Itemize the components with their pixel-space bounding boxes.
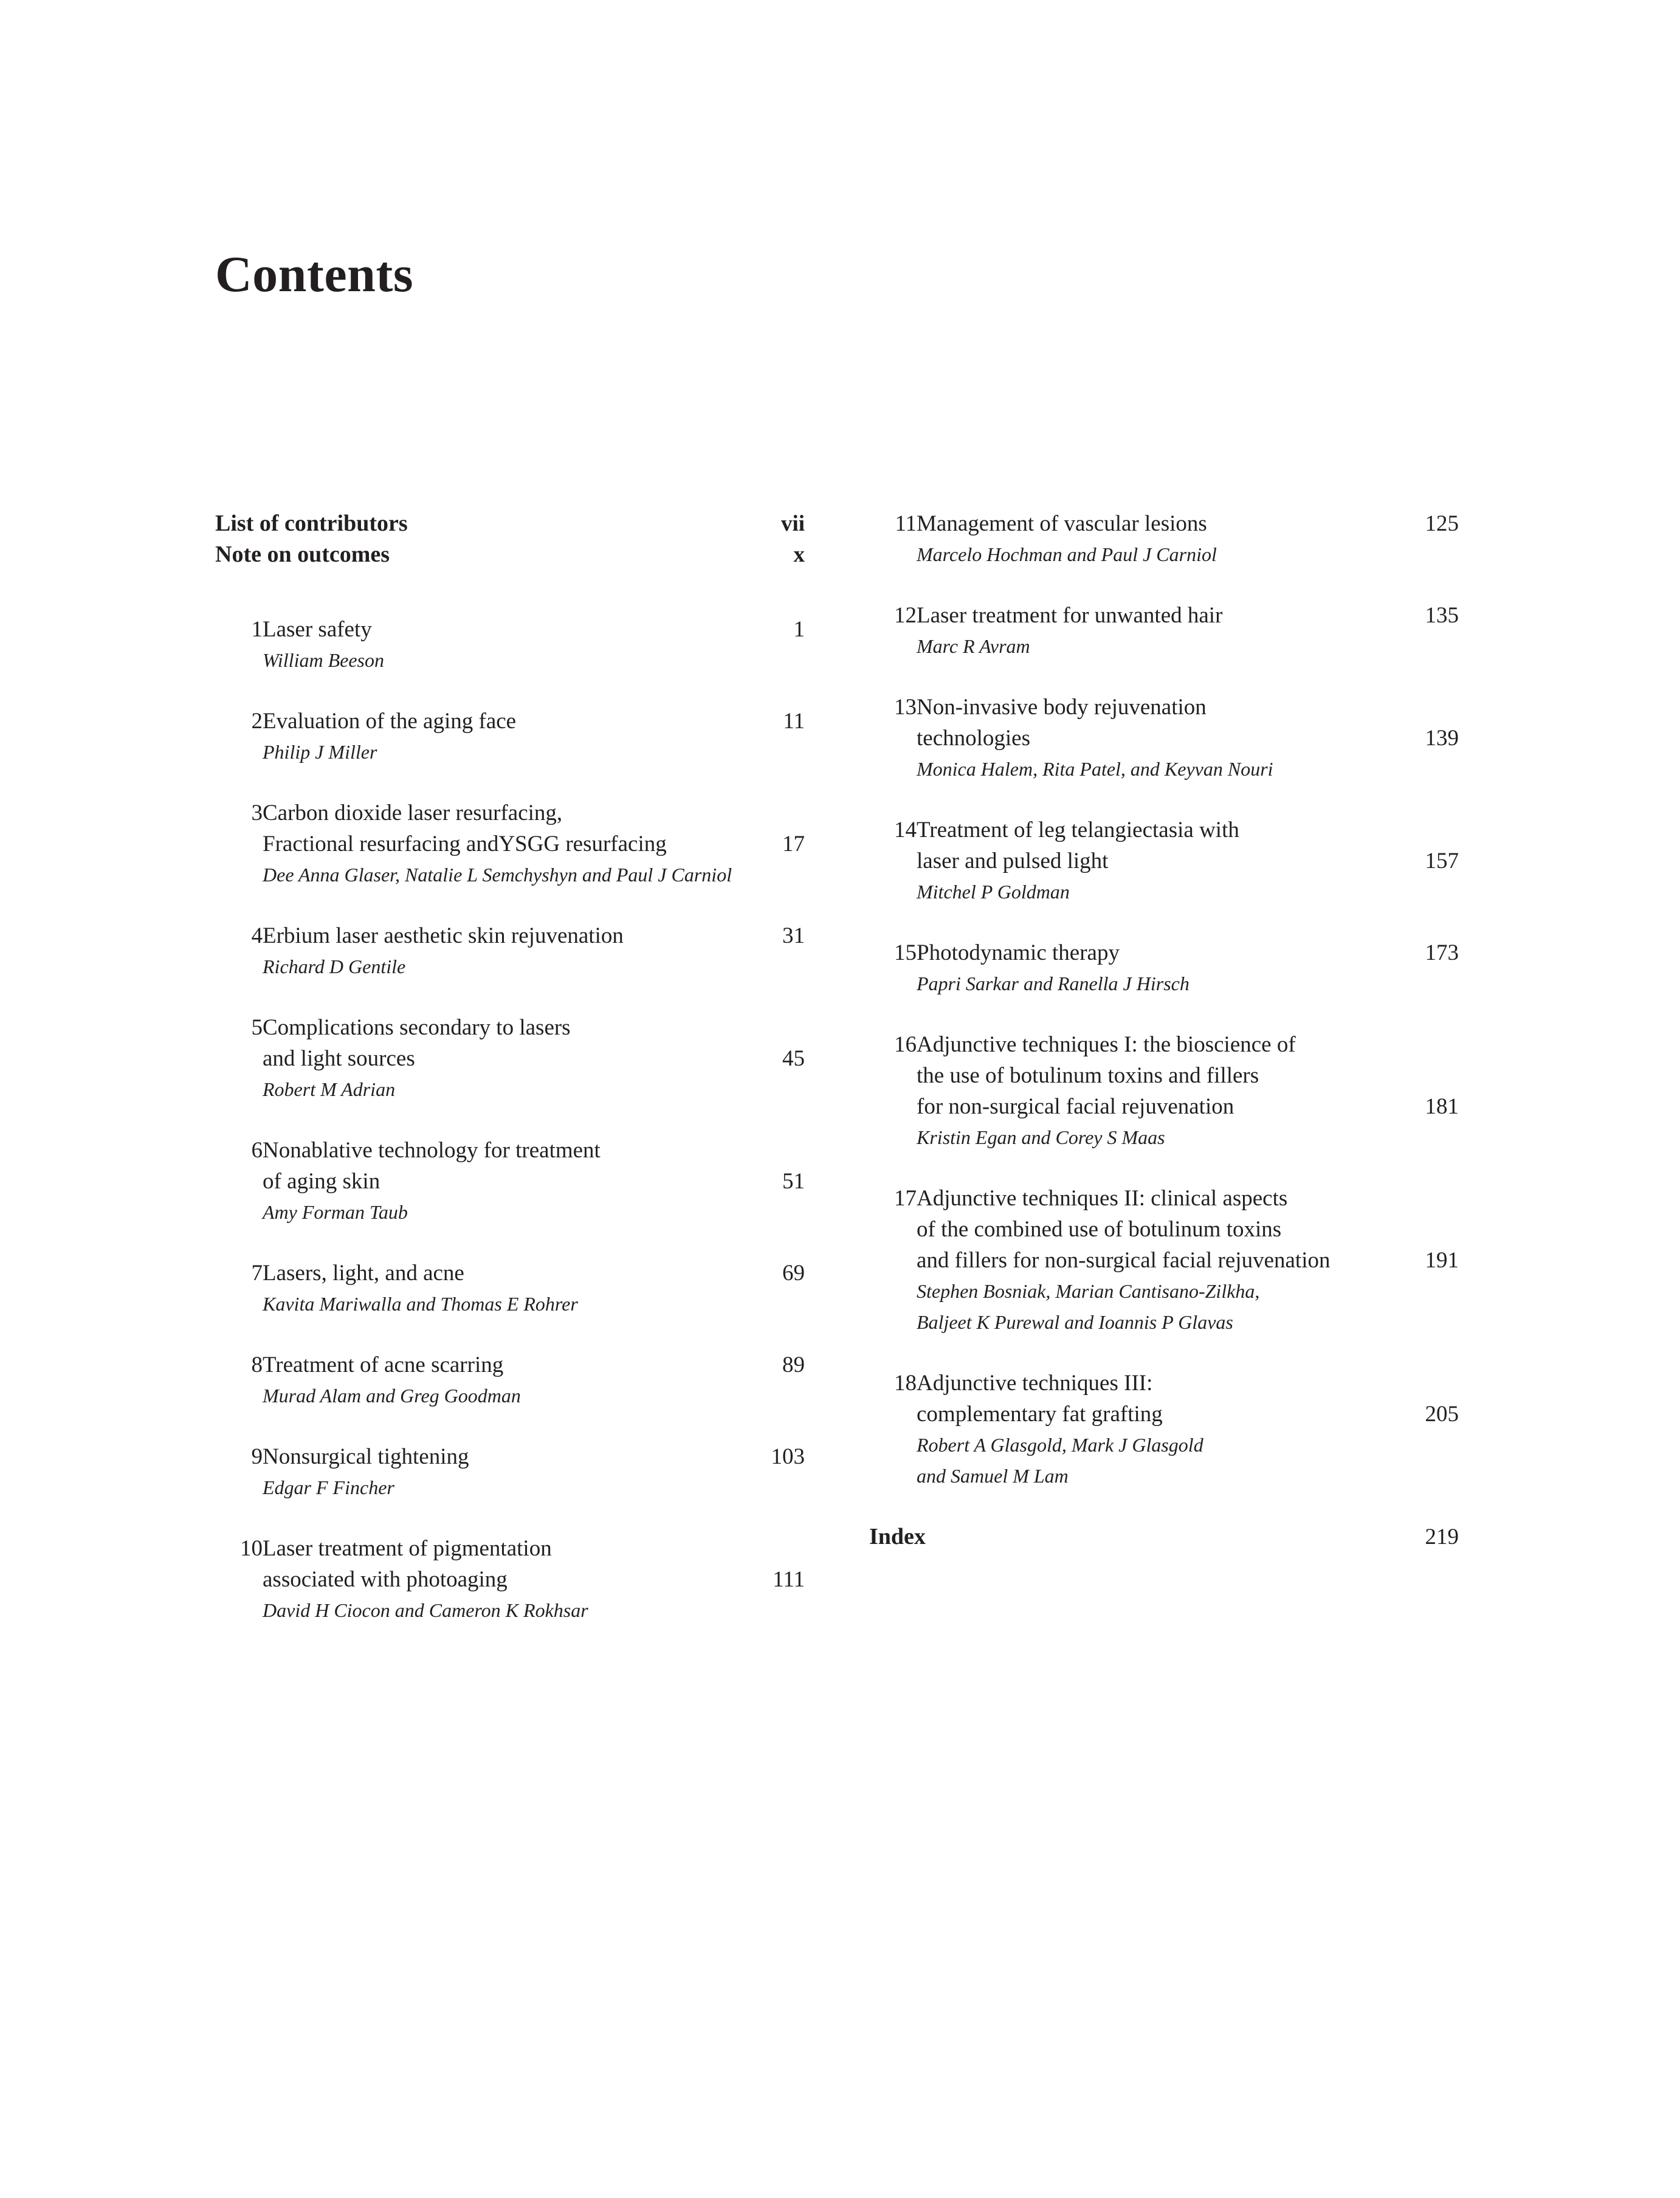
- chapter-title-line: Adjunctive techniques III:: [917, 1371, 1153, 1396]
- chapter-number: 3: [251, 801, 263, 825]
- toc-entry-chapter-16[interactable]: [869, 1029, 1459, 1153]
- toc-entry-chapter-3[interactable]: [215, 798, 805, 891]
- page-number: 173: [1425, 940, 1459, 965]
- chapter-title-line: Evaluation of the aging face: [263, 709, 517, 734]
- chapter-title-line: Adjunctive techniques II: clinical aspects: [917, 1186, 1288, 1211]
- page-number: 69: [782, 1261, 805, 1286]
- chapter-number: 14: [894, 818, 917, 842]
- chapter-number: 8: [251, 1352, 263, 1377]
- chapter-title-line: Nonablative technology for treatment: [263, 1138, 601, 1163]
- page-number: 125: [1425, 511, 1459, 536]
- chapter-title-line: and fillers for non-surgical facial rejuvenation: [917, 1248, 1331, 1273]
- toc-entry-chapter-5[interactable]: [215, 1012, 805, 1105]
- page-number: 191: [1425, 1248, 1459, 1273]
- chapter-number: 18: [894, 1371, 917, 1396]
- toc-entry-chapter-7[interactable]: [215, 1258, 805, 1320]
- chapter-authors: David H Ciocon and Cameron K Rokhsar: [263, 1599, 588, 1621]
- toc-entry-chapter-6[interactable]: [215, 1135, 805, 1228]
- chapter-authors: Kristin Egan and Corey S Maas: [917, 1126, 1165, 1148]
- page-title: Contents: [215, 246, 414, 303]
- chapter-authors: Murad Alam and Greg Goodman: [263, 1385, 521, 1407]
- chapter-number: 11: [895, 511, 917, 536]
- toc-entry-chapter-11[interactable]: [869, 508, 1459, 570]
- toc-entry-chapter-1[interactable]: [215, 614, 805, 676]
- chapter-title-line: Laser treatment of pigmentation: [263, 1536, 552, 1561]
- chapter-title-line: technologies: [917, 726, 1031, 751]
- toc-entry-chapter-4[interactable]: [215, 920, 805, 982]
- chapter-title-line: Laser safety: [263, 617, 372, 642]
- chapter-number: 1: [251, 617, 263, 642]
- chapter-number: 16: [894, 1032, 917, 1057]
- chapter-title-line: laser and pulsed light: [917, 849, 1109, 873]
- page-number: 1: [793, 617, 805, 642]
- toc-entry-chapter-17[interactable]: [869, 1183, 1459, 1338]
- entry-title: Note on outcomes: [215, 542, 390, 567]
- page-number: 111: [773, 1567, 805, 1592]
- chapter-title-line: the use of botulinum toxins and fillers: [917, 1063, 1259, 1088]
- chapter-number: 12: [894, 603, 917, 628]
- chapter-authors: Monica Halem, Rita Patel, and Keyvan Nouri: [917, 758, 1273, 780]
- chapter-number: 13: [894, 695, 917, 720]
- toc-entry-note-on-outcomes[interactable]: [215, 539, 805, 570]
- page-number: vii: [780, 511, 805, 536]
- chapter-title-line: complementary fat grafting: [917, 1402, 1163, 1427]
- chapter-number: 17: [894, 1186, 917, 1211]
- chapter-authors: Philip J Miller: [263, 741, 377, 763]
- chapter-title-line: Lasers, light, and acne: [263, 1261, 464, 1286]
- page-number: 103: [771, 1444, 805, 1469]
- chapter-authors: Amy Forman Taub: [263, 1201, 408, 1223]
- page-number: 51: [782, 1169, 805, 1194]
- chapter-authors: Robert A Glasgold, Mark J Glasgold: [917, 1434, 1203, 1456]
- chapter-number: 15: [894, 940, 917, 965]
- page-number: 89: [782, 1352, 805, 1377]
- chapter-authors: Kavita Mariwalla and Thomas E Rohrer: [263, 1293, 578, 1315]
- chapter-title-line: Fractional resurfacing andYSGG resurfacing: [263, 832, 667, 856]
- page-number: 157: [1425, 849, 1459, 873]
- page-number: 11: [783, 709, 805, 734]
- chapter-number: 9: [251, 1444, 263, 1469]
- toc-entry-chapter-15[interactable]: [869, 937, 1459, 999]
- toc-entry-chapter-13[interactable]: [869, 692, 1459, 785]
- chapter-title-line: of aging skin: [263, 1169, 380, 1194]
- page-number: 31: [782, 923, 805, 948]
- chapter-title-line: Treatment of leg telangiectasia with: [917, 818, 1239, 842]
- contents-column-right: [869, 508, 1459, 1552]
- chapter-authors: Papri Sarkar and Ranella J Hirsch: [917, 973, 1189, 994]
- toc-entry-chapter-9[interactable]: [215, 1441, 805, 1503]
- chapter-title-line: of the combined use of botulinum toxins: [917, 1217, 1282, 1242]
- chapter-authors: Dee Anna Glaser, Natalie L Semchyshyn and Paul J Carniol: [263, 864, 732, 886]
- page-number: 139: [1425, 726, 1459, 751]
- chapter-authors: William Beeson: [263, 649, 384, 671]
- chapter-number: 7: [251, 1261, 263, 1286]
- chapter-authors: Marc R Avram: [917, 635, 1030, 657]
- chapter-title-line: Non-invasive body rejuvenation: [917, 695, 1207, 720]
- chapter-number: 5: [251, 1015, 263, 1040]
- chapter-authors: Stephen Bosniak, Marian Cantisano-Zilkha,: [917, 1280, 1260, 1302]
- toc-entry-chapter-8[interactable]: [215, 1349, 805, 1411]
- toc-entry-chapter-2[interactable]: [215, 706, 805, 768]
- toc-entry-list-of-contributors[interactable]: [215, 508, 805, 539]
- chapter-authors: Robert M Adrian: [263, 1078, 396, 1100]
- index-label: Index: [869, 1524, 926, 1549]
- page-number: 181: [1425, 1094, 1459, 1119]
- chapter-authors: Marcelo Hochman and Paul J Carniol: [917, 543, 1217, 565]
- chapter-authors: Edgar F Fincher: [263, 1476, 394, 1498]
- page-number: 17: [782, 832, 805, 856]
- chapter-title-line: associated with photoaging: [263, 1567, 508, 1592]
- page-number: 135: [1425, 603, 1459, 628]
- entry-title: List of contributors: [215, 511, 408, 536]
- chapter-number: 2: [251, 709, 263, 734]
- page-number: 219: [1425, 1524, 1459, 1549]
- toc-entry-chapter-12[interactable]: [869, 600, 1459, 662]
- chapter-title-line: and light sources: [263, 1046, 415, 1071]
- contents-column-left: [215, 508, 805, 1656]
- chapter-title-line: Carbon dioxide laser resurfacing,: [263, 801, 563, 825]
- toc-entry-chapter-10[interactable]: [215, 1533, 805, 1626]
- front-matter-list: [215, 508, 805, 570]
- chapter-title-line: for non-surgical facial rejuvenation: [917, 1094, 1234, 1119]
- chapter-title-line: Erbium laser aesthetic skin rejuvenation: [263, 923, 624, 948]
- page-number: 205: [1425, 1402, 1459, 1427]
- chapter-title-line: Complications secondary to lasers: [263, 1015, 571, 1040]
- chapter-title-line: Nonsurgical tightening: [263, 1444, 469, 1469]
- chapter-number: 6: [251, 1138, 263, 1163]
- chapter-title-line: Adjunctive techniques I: the bioscience of: [917, 1032, 1296, 1057]
- toc-entry-index[interactable]: [869, 1521, 1459, 1552]
- chapter-authors: Richard D Gentile: [263, 956, 406, 977]
- chapter-number: 10: [240, 1536, 263, 1561]
- chapter-title-line: Management of vascular lesions: [917, 511, 1207, 536]
- chapter-title-line: Laser treatment for unwanted hair: [917, 603, 1223, 628]
- page-number: 45: [782, 1046, 805, 1071]
- chapter-authors: Baljeet K Purewal and Ioannis P Glavas: [917, 1311, 1233, 1333]
- chapter-title-line: Photodynamic therapy: [917, 940, 1120, 965]
- chapter-number: 4: [251, 923, 263, 948]
- chapter-authors: and Samuel M Lam: [917, 1465, 1069, 1487]
- page-number: x: [793, 542, 805, 567]
- chapter-title-line: Treatment of acne scarring: [263, 1352, 504, 1377]
- toc-entry-chapter-18[interactable]: [869, 1368, 1459, 1492]
- toc-entry-chapter-14[interactable]: [869, 815, 1459, 908]
- chapter-authors: Mitchel P Goldman: [917, 881, 1070, 903]
